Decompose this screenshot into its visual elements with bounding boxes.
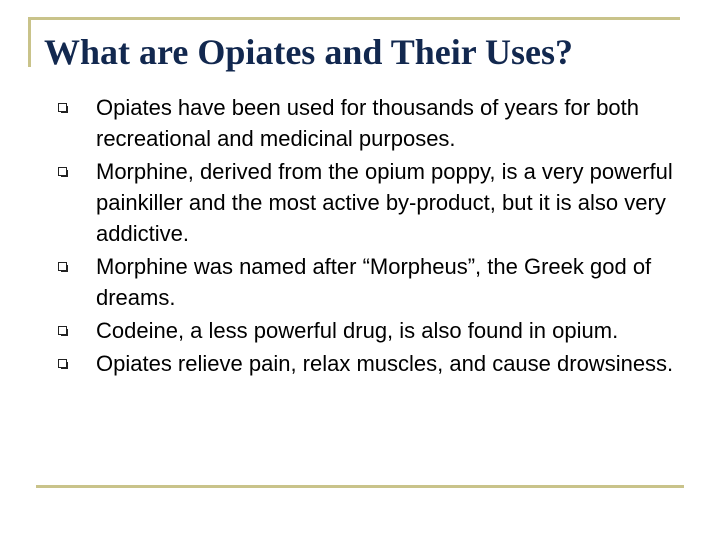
bullet-item (58, 348, 698, 379)
bullet-text: Codeine, a less powerful drug, is also found in opium. (96, 318, 619, 343)
hollow-square-bullet-icon (58, 103, 67, 112)
bullet-item (58, 315, 698, 346)
bullet-text: Morphine was named after “Morpheus”, the Greek god of dreams. (96, 254, 652, 310)
hollow-square-bullet-icon (58, 262, 67, 271)
bullet-text: Opiates have been used for thousands of years for both recreational and medicinal purposes. (96, 95, 640, 151)
title-frame-left-rule (28, 17, 31, 67)
title-frame-top-rule (28, 17, 680, 20)
bullet-item (58, 251, 698, 313)
bullet-text: Morphine, derived from the opium poppy, is a very powerful painkiller and the most active by-product, but it is also very addictive. (96, 159, 673, 246)
hollow-square-bullet-icon (58, 167, 67, 176)
hollow-square-bullet-icon (58, 326, 67, 335)
bullet-text: Opiates relieve pain, relax muscles, and cause drowsiness. (96, 351, 674, 376)
bullet-item (58, 156, 698, 249)
hollow-square-bullet-icon (58, 359, 67, 368)
slide-title: What are Opiates and Their Uses? (44, 32, 574, 72)
footer-rule (36, 485, 684, 488)
bullet-list (58, 92, 698, 381)
bullet-item (58, 92, 698, 154)
